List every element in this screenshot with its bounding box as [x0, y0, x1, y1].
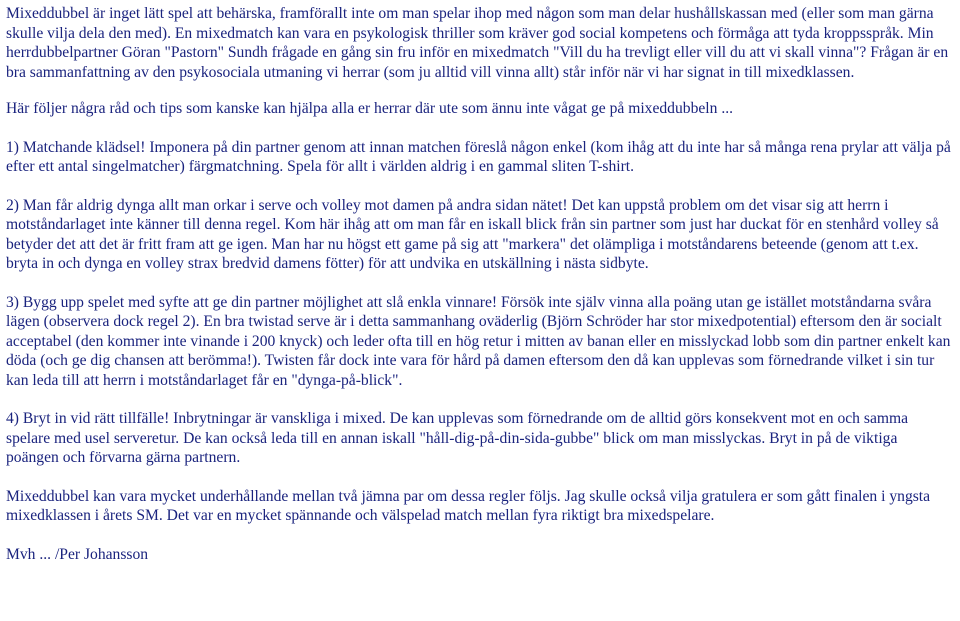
tip-1-paragraph: 1) Matchande klädsel! Imponera på din partner genom att innan matchen föreslå någon enkel (kom ihåg att du inte har så många rena prylar att välja på efter ett antal singelmatcher) färgmatchning. Spela för allt i världen aldrig i en gammal sliten T-shirt. [6, 138, 951, 175]
signature: Mvh ... /Per Johansson [6, 545, 149, 563]
tip-3-paragraph: 3) Bygg upp spelet med syfte att ge din partner möjlighet att slå enkla vinnare! Försök inte själv vinna alla poäng utan ge istället motståndarna svåra lägen (observera dock regel 2). En bra twistad serve är i detta sammanhang oväderlig (Björn Schröder har stor mixedpotential) eftersom den är socialt acceptabel (den kommer inte vinande i 200 knyck) och leder ofta till en hög retur i mitten av banan eller en misslyckad lobb som din partner enkelt kan döda (och ge dig chansen att berömma!). Twisten får dock inte vara för hård på damen eftersom den då kan upplevas som förnedrande vilket i sin tur kan leda till att herrn i motståndarlaget får en "dynga-på-blick". [6, 293, 951, 389]
tip-4-paragraph: 4) Bryt in vid rätt tillfälle! Inbrytningar är vanskliga i mixed. De kan upplevas som förnedrande om de alltid görs konsekvent mot en och samma spelare med usel serveretur. De kan också leda till en annan iskall "håll-dig-på-din-sida-gubbe" blick om man misslyckas. Bryt in på de viktiga poängen och förvarna gärna partnern. [6, 410, 909, 466]
intro-paragraph: Mixeddubbel är inget lätt spel att behärska, framförallt inte om man spelar ihop med någon som man delar hushållskassan med (eller som man gärna skulle vilja dela den med). En mixedmatch kan vara en psykologisk thriller som kräver god social kompetens och förmåga att tyda kroppsspråk. Min herrdubbelpartner Göran "Pastorn" Sundh frågade en gång sin fru inför en mixedmatch "Vill du ha trevligt eller vill du att vi skall vinna"? Frågan är en bra sammanfattning av den psykosociala utmaning vi herrar (som ju alltid vill vinna allt) står inför när vi har signat in till mixedklassen. [6, 5, 949, 81]
conclusion-paragraph: Mixeddubbel kan vara mycket underhållande mellan två jämna par om dessa regler följs. Jag skulle också vilja gratulera er som gått finalen i yngsta mixedklassen i årets SM. Det var en mycket spännande och välspelad match mellan fyra riktigt bra mixedspelare. [6, 487, 931, 524]
tip-2-paragraph: 2) Man får aldrig dynga allt man orkar i serve och volley mot damen på andra sidan nätet! Det kan uppstå problem om det visar sig att herrn i motståndarlaget inte känner till denna regel. Kom här ihåg att om man får en iskall blick från sin partner som just har duckat för en stenhård volley så betyder det att det är fritt fram att ge igen. Man har nu högst ett game på sig att "markera" det olämpliga i motståndarens beteende (genom att t.ex. bryta in och dynga en volley strax bredvid damens fötter) för att undvika en utskällning i nästa sidbyte. [6, 196, 939, 272]
lead-paragraph: Här följer några råd och tips som kanske kan hjälpa alla er herrar där ute som ännu inte vågat ge på mixeddubbeln ... [6, 100, 734, 117]
